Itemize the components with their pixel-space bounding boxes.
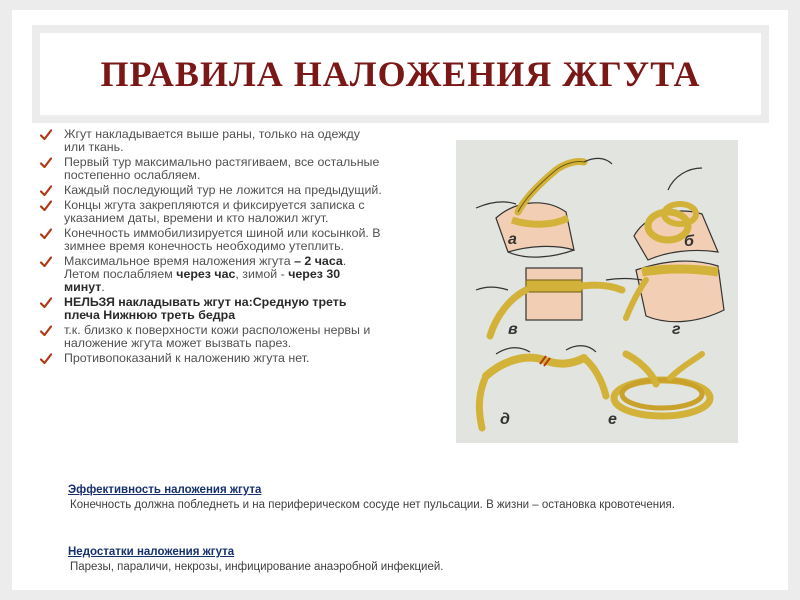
rule-item [38, 156, 384, 182]
rule-text: т.к. близко к поверхности кожи расположены нервы и наложение жгута может вызвать парез. [64, 323, 371, 350]
rule-text: Максимальное время наложения жгута [64, 254, 295, 268]
figure-letter: в [508, 321, 518, 338]
figure-letter: е [608, 411, 617, 428]
title-box [40, 33, 761, 115]
rule-text: , зимой - [235, 267, 289, 281]
rule-item [38, 324, 384, 350]
rule-text: Каждый последующий тур не ложится на предыдущий. [64, 183, 382, 197]
rule-text: Первый тур максимально растягиваем, все остальные постепенно ослабляем. [64, 155, 380, 182]
rule-item [38, 184, 384, 197]
drawbacks-section [58, 546, 758, 574]
effectiveness-heading: Эффективность наложения жгута [68, 484, 262, 496]
check-icon [40, 353, 52, 365]
figure-panel-a [476, 158, 612, 257]
check-icon [40, 200, 52, 212]
effectiveness-text: Конечность должна побледнеть и на периферическом сосуде нет пульсации. В жизни – остановка кровотечения. [70, 499, 675, 511]
rule-text: Противопоказаний к наложению жгута нет. [64, 351, 310, 365]
check-icon [40, 325, 52, 337]
rule-text-bold: через час [176, 267, 236, 281]
figure-panel-e [608, 354, 710, 428]
rule-text: Концы жгута закрепляются и фиксируется записка с указанием даты, времени и кто наложил жгут. [64, 198, 365, 225]
figure-panel-d [479, 346, 606, 428]
rule-item [38, 255, 384, 294]
rule-text: Жгут накладывается выше раны, только на одежду или ткань. [64, 127, 360, 154]
check-icon [40, 297, 52, 309]
effectiveness-section [58, 484, 758, 512]
figure-letter: д [500, 411, 510, 428]
rule-text-bold: через 30 минут [64, 267, 341, 294]
figure-panel-b [634, 168, 718, 260]
check-icon [40, 185, 52, 197]
check-icon [40, 228, 52, 240]
rule-text: . Летом послабляем [64, 254, 347, 281]
rules-list [38, 128, 384, 367]
figure-letter: а [508, 231, 517, 248]
rule-item [38, 296, 384, 322]
rule-item [38, 128, 384, 154]
rule-item [38, 352, 384, 365]
figure-panel-g [606, 261, 724, 338]
rule-text-bold: – 2 часа [294, 254, 343, 268]
rule-text: Конечность иммобилизируется шиной или косынкой. В зимнее время конечность необходимо утеплить. [64, 226, 381, 253]
drawbacks-heading: Недостатки наложения жгута [68, 546, 235, 558]
drawbacks-text: Парезы, параличи, некрозы, инфицирование анаэробной инфекцией. [70, 561, 444, 573]
title-frame [32, 25, 769, 123]
rule-item [38, 199, 384, 225]
figure-letter: г [672, 321, 681, 338]
check-icon [40, 256, 52, 268]
tourniquet-illustration [456, 140, 738, 443]
figure-letter: б [684, 233, 694, 250]
figure-panel-v [476, 268, 622, 338]
check-icon [40, 157, 52, 169]
rule-text: . [101, 280, 105, 294]
check-icon [40, 129, 52, 141]
rule-item [38, 227, 384, 253]
slide-title: ПРАВИЛА НАЛОЖЕНИЯ ЖГУТА [100, 54, 701, 94]
rule-text-bold: НЕЛЬЗЯ накладывать жгут на:Средную треть плеча Нижнюю треть бедра [64, 295, 347, 322]
